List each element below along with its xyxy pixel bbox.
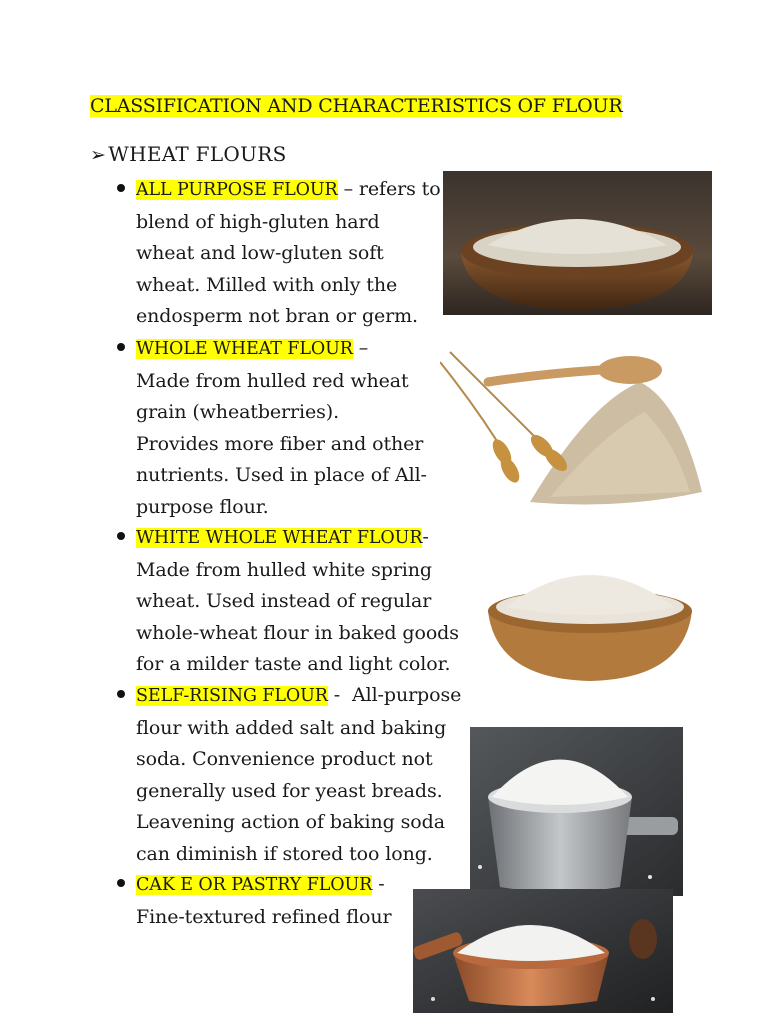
whole-wheat-flour-with-wheat-ears-image bbox=[440, 342, 712, 513]
white-flour-in-wooden-bowl-image bbox=[486, 541, 694, 683]
description-line: wheat. Used instead of regular bbox=[136, 590, 432, 612]
description-line: generally used for yeast breads. bbox=[136, 779, 443, 802]
separator: – bbox=[352, 337, 369, 359]
term-label: CAK E OR PASTRY FLOUR bbox=[136, 875, 373, 895]
description-line: for a milder taste and light color. bbox=[136, 653, 451, 675]
document-title bbox=[90, 93, 622, 119]
description-line: flour with added salt and baking bbox=[136, 716, 447, 739]
description-line: Fine-textured refined flour bbox=[136, 905, 392, 928]
description-line: blend of high-gluten hard bbox=[136, 210, 380, 233]
arrow-bullet-icon: ➢ bbox=[90, 144, 107, 166]
description-line: Provides more fiber and other bbox=[136, 432, 424, 455]
list-item-self-rising-flour bbox=[136, 680, 461, 870]
term-label: WHOLE WHEAT FLOUR bbox=[136, 339, 353, 359]
list-item-whole-wheat-flour bbox=[136, 333, 427, 523]
description-line: Made from hulled red wheat bbox=[136, 369, 409, 392]
description-line: soda. Convenience product not bbox=[136, 748, 433, 770]
bullet-icon bbox=[117, 184, 129, 196]
description-line: nutrients. Used in place of All- bbox=[136, 464, 427, 486]
description-line: grain (wheatberries). bbox=[136, 401, 340, 423]
section-heading-text: WHEAT FLOURS bbox=[108, 142, 287, 166]
bullet-icon bbox=[117, 532, 129, 544]
list-item-cake-or-pastry-flour bbox=[136, 869, 391, 933]
flour-in-copper-cup-image bbox=[413, 889, 673, 1013]
description-line: endosperm not bran or germ. bbox=[136, 305, 418, 327]
list-item-all-purpose-flour bbox=[136, 174, 441, 333]
separator: - bbox=[372, 873, 385, 895]
flour-in-wooden-bowl-image bbox=[443, 171, 712, 315]
term-label: WHITE WHOLE WHEAT FLOUR bbox=[136, 528, 423, 548]
description-line: All-purpose bbox=[351, 684, 462, 706]
section-heading bbox=[90, 141, 287, 168]
bullet-icon bbox=[117, 879, 129, 891]
term-label: SELF-RISING FLOUR bbox=[136, 686, 328, 706]
list-item-white-whole-wheat-flour bbox=[136, 522, 459, 681]
description-line: whole-wheat flour in baked goods bbox=[136, 621, 459, 644]
description-line: Leavening action of baking soda bbox=[136, 811, 445, 833]
description-line: can diminish if stored too long. bbox=[136, 842, 433, 865]
separator: - bbox=[422, 526, 429, 548]
description-line: purpose flour. bbox=[136, 495, 269, 518]
description-line: Made from hulled white spring bbox=[136, 558, 432, 581]
document-title-text: CLASSIFICATION AND CHARACTERISTICS OF FLOUR bbox=[90, 95, 623, 117]
description-line: refers to bbox=[358, 178, 441, 200]
flour-in-measuring-cup-image bbox=[470, 727, 683, 896]
separator: - bbox=[327, 684, 352, 706]
bullet-icon bbox=[117, 690, 129, 702]
description-line: wheat and low-gluten soft bbox=[136, 242, 384, 264]
description-line: wheat. Milled with only the bbox=[136, 273, 398, 296]
separator: – bbox=[337, 178, 359, 200]
bullet-icon bbox=[117, 343, 129, 355]
term-label: ALL PURPOSE FLOUR bbox=[136, 180, 338, 200]
